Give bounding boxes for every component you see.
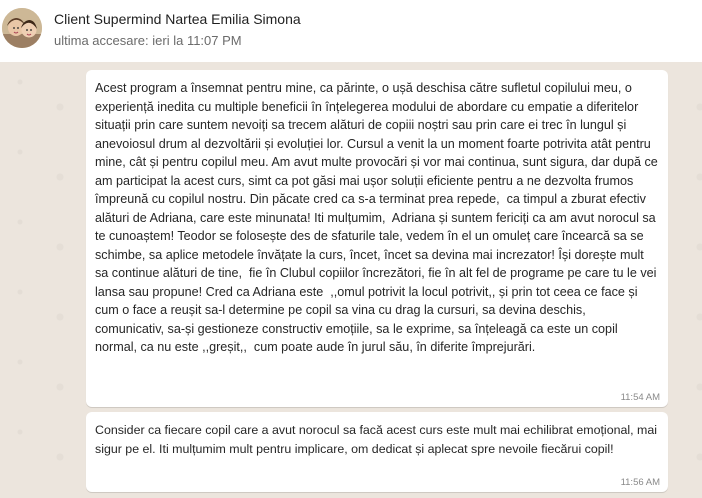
last-seen-status: ultima accesare: ieri la 11:07 PM	[54, 33, 242, 48]
avatar[interactable]	[2, 8, 42, 48]
message-timestamp: 11:56 AM	[620, 477, 660, 488]
message-timestamp: 11:54 AM	[620, 392, 660, 403]
chat-header[interactable]	[0, 0, 702, 63]
message-text: Acest program a însemnat pentru mine, ca părinte, o ușă deschisa către sufletul copilului meu, o experiență inedita cu multiple beneficii în înțelegerea modului de abordare cu empatie a diferitelor situații prin care suntem nevoiți sa trecem alături de copiii noștri sau prin care ei trec în lungul și anevoiosul drum al dezvoltării și evoluției lor. Cursul a venit la un moment foarte potrivita atât pentru mine, cât și pentru copilul meu. Am avut multe provocări și vor mai continua, sunt sigura, dar după ce am participat la acest curs, simt ca pot găsi mai ușor soluții eficiente pentru a ne dezvolta frumos împreună cu copilul nostru. Din păcate cred ca s-a terminat prea repede, ca timpul a zburat efectiv alături de Adriana, care este minunata! Iti mulțumim, Adriana și suntem fericiți ca am avut norocul sa te cunoaștem! Teodor se folosește des de sfaturile tale, vedem în el un omuleț care încearcă sa se schimbe, sa aplice metodele învățate la curs, încet, încet sa devina mai increzator! Își dorește mult sa continue alături de tine, fie în Clubul copiilor încrezători, fie în alt fel de programe pe care tu le vei lansa sau propune! Cred ca Adriana este ,,omul potrivit la locul potrivit,, și prin tot ceea ce face și cum o face a reușit sa-l determine pe copil sa vina cu drag la cursuri, sa devina deschis, comunicativ, sa-și gestioneze constructiv emoțiile, sa le exprime, sa înțeleagă ca este un copil normal, ca nu este ,,greșit,, cum poate aude în jurul său, în diferite împrejurări.	[95, 81, 662, 354]
message-text: Consider ca fiecare copil care a avut norocul sa facă acest curs este mult mai echilibrat emoțional, mai sigur pe el. Iti mulțumim mult pentru implicare, om dedicat și aplecat spre nevoile fiecărui copil!	[95, 423, 661, 456]
message-list[interactable]	[0, 62, 702, 498]
contact-name[interactable]: Client Supermind Nartea Emilia Simona	[54, 11, 301, 27]
message-bubble[interactable]	[86, 412, 668, 492]
message-bubble[interactable]	[86, 70, 668, 407]
